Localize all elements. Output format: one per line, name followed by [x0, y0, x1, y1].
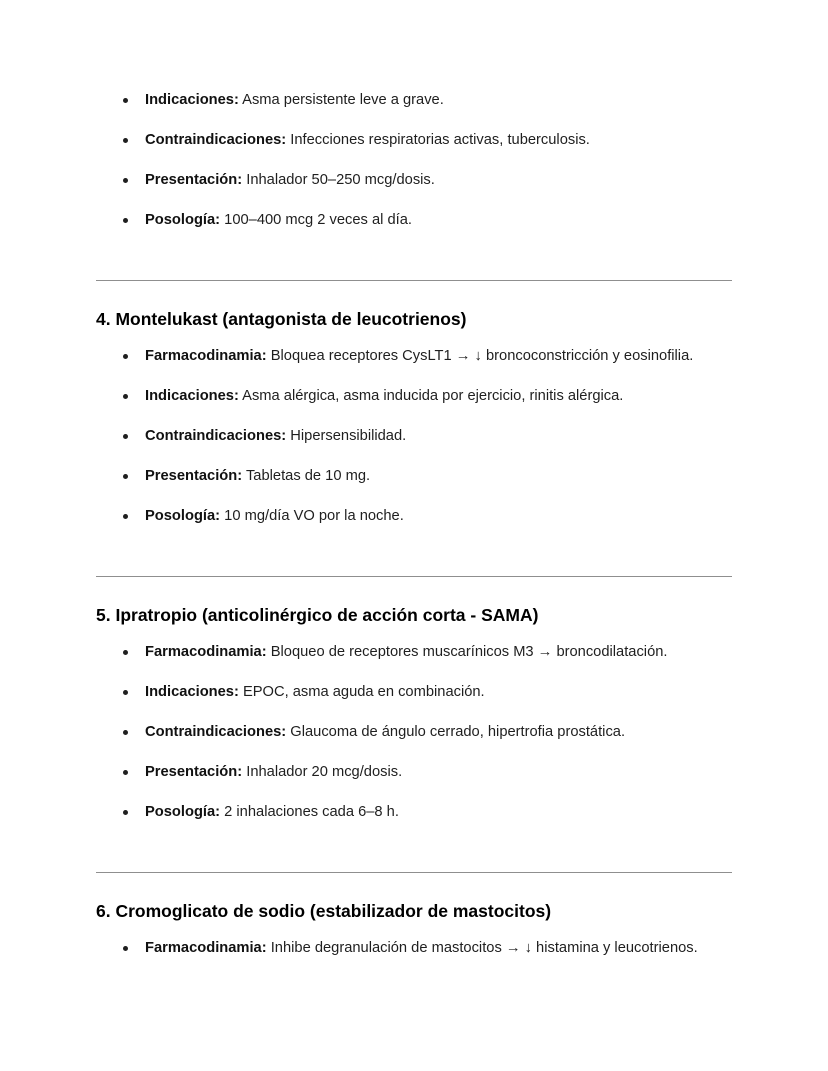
bullet-text: Asma alérgica, asma inducida por ejercicio, rinitis alérgica.	[242, 388, 624, 404]
bullet-label: Posología:	[145, 804, 221, 820]
bullet-label: Contraindicaciones:	[145, 724, 287, 740]
bullet-item	[96, 508, 732, 525]
section-divider	[96, 872, 732, 873]
bullet-item	[96, 428, 732, 445]
bullet-text: Inhalador 20 mcg/dosis.	[246, 764, 403, 780]
section-heading: 5. Ipratropio (anticolinérgico de acción corta - SAMA)	[96, 605, 539, 625]
bullet-label: Indicaciones:	[145, 684, 239, 700]
bullet-text: Inhibe degranulación de mastocitos → ↓ histamina y leucotrienos.	[270, 940, 698, 956]
bullet-text: Glaucoma de ángulo cerrado, hipertrofia prostática.	[290, 724, 626, 740]
bullet-label: Indicaciones:	[145, 388, 239, 404]
bullet-item	[96, 684, 732, 701]
bullet-item	[96, 212, 732, 229]
bullet-text: Bloqueo de receptores muscarínicos M3 → broncodilatación.	[270, 644, 668, 660]
bullet-label: Farmacodinamia:	[145, 644, 267, 660]
bullet-text: Bloquea receptores CysLT1 → ↓ broncoconstricción y eosinofilia.	[270, 348, 694, 364]
bullet-label: Presentación:	[145, 468, 243, 484]
bullet-item	[96, 468, 732, 485]
bullet-label: Posología:	[145, 212, 221, 228]
bullet-text: EPOC, asma aguda en combinación.	[242, 684, 485, 700]
bullet-label: Contraindicaciones:	[145, 132, 287, 148]
bullet-text: 100–400 mcg 2 veces al día.	[224, 212, 412, 228]
bullet-item	[96, 172, 732, 189]
bullet-text: 2 inhalaciones cada 6–8 h.	[224, 804, 399, 820]
bullet-item	[96, 764, 732, 781]
bullet-label: Contraindicaciones:	[145, 428, 287, 444]
bullet-item	[96, 940, 732, 957]
bullet-item	[96, 644, 732, 661]
drug-properties-list	[96, 348, 732, 548]
bullet-item	[96, 92, 732, 109]
bullet-item	[96, 388, 732, 405]
bullet-label: Presentación:	[145, 764, 243, 780]
drug-sections	[96, 280, 732, 980]
section-divider	[96, 576, 732, 577]
bullet-text: Asma persistente leve a grave.	[242, 92, 444, 108]
bullet-label: Presentación:	[145, 172, 243, 188]
bullet-text: Inhalador 50–250 mcg/dosis.	[246, 172, 435, 188]
bullet-text: Hipersensibilidad.	[290, 428, 407, 444]
continued-drug-properties-list	[96, 92, 732, 252]
bullet-label: Indicaciones:	[145, 92, 239, 108]
section-heading: 6. Cromoglicato de sodio (estabilizador de mastocitos)	[96, 901, 552, 921]
drug-properties-list	[96, 940, 732, 980]
bullet-text: Infecciones respiratorias activas, tuberculosis.	[290, 132, 590, 148]
bullet-item	[96, 348, 732, 365]
section-heading: 4. Montelukast (antagonista de leucotrienos)	[96, 309, 467, 329]
section-divider	[96, 280, 732, 281]
bullet-label: Farmacodinamia:	[145, 348, 267, 364]
drug-properties-list	[96, 644, 732, 844]
bullet-text: 10 mg/día VO por la noche.	[224, 508, 404, 524]
bullet-label: Posología:	[145, 508, 221, 524]
bullet-item	[96, 724, 732, 741]
bullet-text: Tabletas de 10 mg.	[245, 468, 371, 484]
bullet-item	[96, 804, 732, 821]
bullet-label: Farmacodinamia:	[145, 940, 267, 956]
bullet-item	[96, 132, 732, 149]
